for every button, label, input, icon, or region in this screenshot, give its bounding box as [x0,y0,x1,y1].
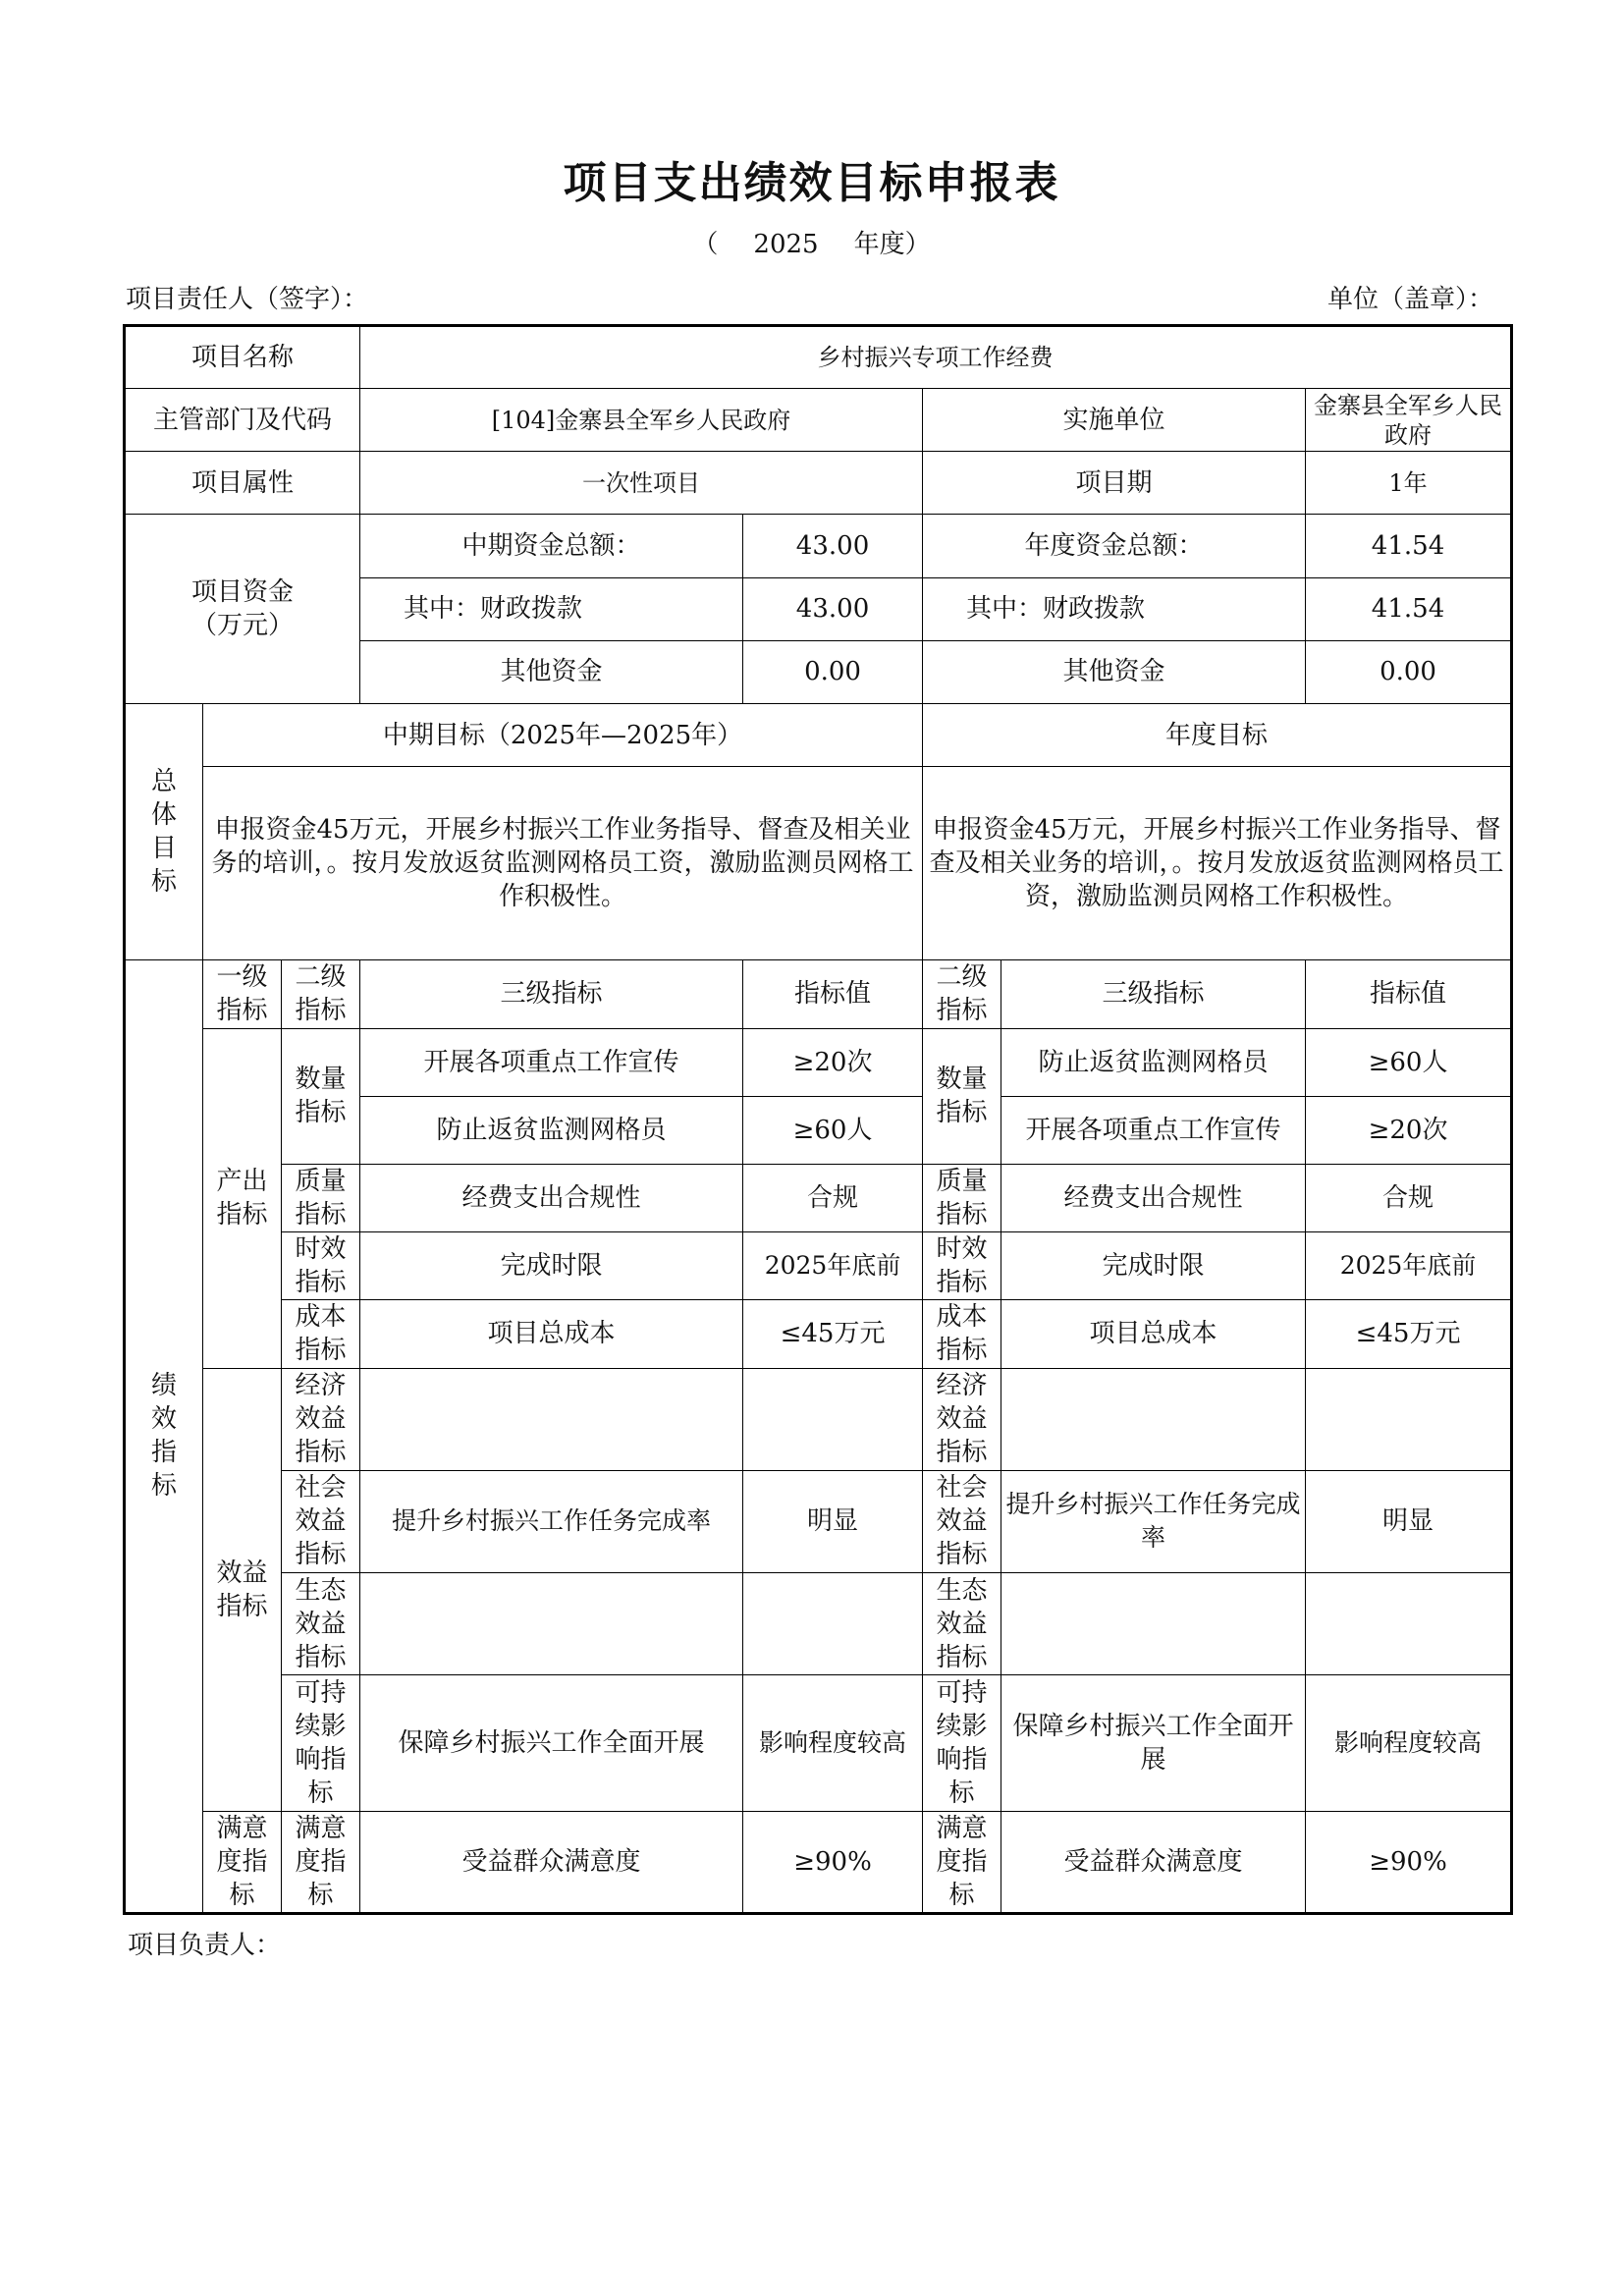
dept-label: 主管部门及代码 [125,389,360,452]
impl-value: 金寨县全军乡人民政府 [1306,389,1512,452]
ecological-label-mid: 生态效益指标 [282,1573,360,1675]
year-sustain-value: 影响程度较高 [1306,1675,1512,1811]
year-sustain-name: 保障乡村振兴工作全面开展 [1001,1675,1306,1811]
cost-label-year: 成本指标 [923,1300,1001,1368]
quantity-label-year: 数量指标 [923,1028,1001,1164]
mid-q1-value: ≥20次 [743,1028,923,1096]
mid-fiscal-value: 43.00 [743,577,923,640]
mid-economic-value [743,1368,923,1470]
mid-quality-value: 合规 [743,1165,923,1232]
cost-label-mid: 成本指标 [282,1300,360,1368]
page-title: 项目支出绩效目标申报表 [563,158,1060,208]
mid-sat-value: ≥90% [743,1811,923,1913]
h-value-year: 指标值 [1306,959,1512,1028]
mid-other-value: 0.00 [743,640,923,703]
mid-cost-name: 项目总成本 [360,1300,743,1368]
year-sat-value: ≥90% [1306,1811,1512,1913]
year-goal-header: 年度目标 [923,703,1512,766]
year-line [0,224,1623,260]
attr-label: 项目属性 [125,452,360,515]
quality-label-mid: 质量指标 [282,1165,360,1232]
mid-q1-name: 开展各项重点工作宣传 [360,1028,743,1096]
mid-goal-header: 中期目标（2025年—2025年） [203,703,923,766]
mid-time-name: 完成时限 [360,1232,743,1300]
funds-label: 项目资金（万元） [125,515,360,703]
year-fiscal-value: 41.54 [1306,577,1512,640]
year-social-name: 提升乡村振兴工作任务完成率 [1001,1470,1306,1572]
quality-label-year: 质量指标 [923,1165,1001,1232]
year-ecological-name [1001,1573,1306,1675]
mid-sustain-name: 保障乡村振兴工作全面开展 [360,1675,743,1811]
year-suffix: 年度） [853,230,931,259]
timeliness-label-mid: 时效指标 [282,1232,360,1300]
sustainable-label-year: 可持续影响指标 [923,1675,1001,1811]
year-open: （ [692,230,719,259]
mid-social-name: 提升乡村振兴工作任务完成率 [360,1470,743,1572]
mid-quality-name: 经费支出合规性 [360,1165,743,1232]
mid-time-value: 2025年底前 [743,1232,923,1300]
mid-sat-name: 受益群众满意度 [360,1811,743,1913]
benefit-label: 效益指标 [203,1368,282,1811]
timeliness-label-year: 时效指标 [923,1232,1001,1300]
project-name-value: 乡村振兴专项工作经费 [360,326,1512,389]
year-q2-value: ≥20次 [1306,1096,1512,1164]
year-goal-text: 申报资金45万元，开展乡村振兴工作业务指导、督查及相关业务的培训，。按月发放返贫监测网格员工资，激励监测员网格工作积极性。 [923,767,1512,959]
year-other-label: 其他资金 [923,640,1306,703]
year-q2-name: 开展各项重点工作宣传 [1001,1096,1306,1164]
year-cost-name: 项目总成本 [1001,1300,1306,1368]
attr-value: 一次性项目 [360,452,923,515]
year-economic-value [1306,1368,1512,1470]
quantity-label-mid: 数量指标 [282,1028,360,1164]
h-level2-year: 二级指标 [923,959,1001,1028]
year-total-label: 年度资金总额： [923,515,1306,577]
h-level3-mid: 三级指标 [360,959,743,1028]
project-name-label: 项目名称 [125,326,360,389]
year-social-value: 明显 [1306,1470,1512,1572]
period-label: 项目期 [923,452,1306,515]
year-other-value: 0.00 [1306,640,1512,703]
year-value: 2025 [753,230,819,259]
year-quality-value: 合规 [1306,1165,1512,1232]
footer-label: 项目负责人： [128,1931,282,1960]
year-sat-name: 受益群众满意度 [1001,1811,1306,1913]
year-cost-value: ≤45万元 [1306,1300,1512,1368]
mid-total-value: 43.00 [743,515,923,577]
year-q1-name: 防止返贫监测网格员 [1001,1028,1306,1096]
year-quality-name: 经费支出合规性 [1001,1165,1306,1232]
ecological-label-year: 生态效益指标 [923,1573,1001,1675]
unit-label: 单位（盖章）： [1326,285,1493,314]
signer-label: 项目责任人（签字）： [126,285,369,314]
mid-social-value: 明显 [743,1470,923,1572]
economic-label-year: 经济效益指标 [923,1368,1001,1470]
mid-cost-value: ≤45万元 [743,1300,923,1368]
mid-goal-text: 申报资金45万元，开展乡村振兴工作业务指导、督查及相关业务的培训，。按月发放返贫监测网格员工资，激励监测员网格工作积极性。 [203,767,923,959]
year-q1-value: ≥60人 [1306,1028,1512,1096]
goals-label: 总体目标 [125,703,203,959]
social-label-mid: 社会效益指标 [282,1470,360,1572]
h-level1: 一级指标 [203,959,282,1028]
economic-label-mid: 经济效益指标 [282,1368,360,1470]
satisfaction-l2-label-mid: 满意度指标 [282,1811,360,1913]
mid-ecological-value [743,1573,923,1675]
year-economic-name [1001,1368,1306,1470]
year-time-name: 完成时限 [1001,1232,1306,1300]
satisfaction-l2-label-year: 满意度指标 [923,1811,1001,1913]
mid-fiscal-label: 其中：财政拨款 [360,577,743,640]
year-ecological-value [1306,1573,1512,1675]
year-time-value: 2025年底前 [1306,1232,1512,1300]
satisfaction-l1-label: 满意度指标 [203,1811,282,1913]
impl-label: 实施单位 [923,389,1306,452]
h-level2-mid: 二级指标 [282,959,360,1028]
performance-form-table [123,324,1513,1915]
mid-total-label: 中期资金总额： [360,515,743,577]
sustainable-label-mid: 可持续影响指标 [282,1675,360,1811]
mid-q2-name: 防止返贫监测网格员 [360,1096,743,1164]
period-value: 1年 [1306,452,1512,515]
mid-q2-value: ≥60人 [743,1096,923,1164]
h-level3-year: 三级指标 [1001,959,1306,1028]
mid-other-label: 其他资金 [360,640,743,703]
social-label-year: 社会效益指标 [923,1470,1001,1572]
output-label: 产出指标 [203,1028,282,1368]
mid-economic-name [360,1368,743,1470]
mid-sustain-value: 影响程度较高 [743,1675,923,1811]
year-fiscal-label: 其中：财政拨款 [923,577,1306,640]
dept-value: [104]金寨县全军乡人民政府 [360,389,923,452]
year-total-value: 41.54 [1306,515,1512,577]
h-value-mid: 指标值 [743,959,923,1028]
indicators-label: 绩效指标 [125,959,203,1913]
mid-ecological-name [360,1573,743,1675]
